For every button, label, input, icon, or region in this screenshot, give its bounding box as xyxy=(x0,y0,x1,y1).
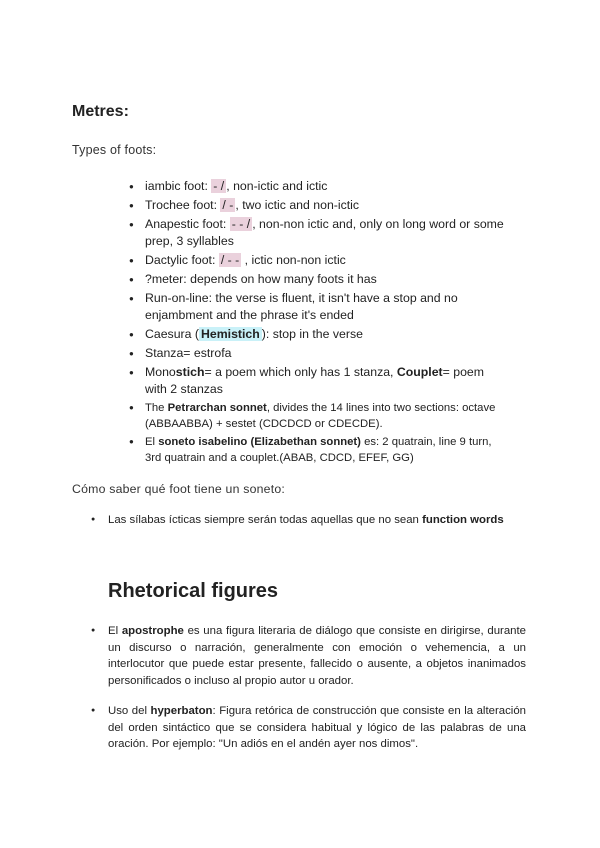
list-item-apostrophe: ● El apostrophe es una figura literaria de diálogo que consiste en dirigirse, durante un discurso o narración, generalmente con emoción o vehemencia, a un interlocutor que puede estar presente, fallecido o ausente, a objetos inanimados personificados o incluso al propio autor u orador. xyxy=(108,623,526,689)
list-item-dactylic: ● Dactylic foot: / - - , ictic non-non ictic xyxy=(145,252,505,269)
hemistich-term: Hemistich xyxy=(201,327,260,341)
list-item-stanza: ● Stanza= estrofa xyxy=(145,345,505,362)
list-item-hyperbaton: ● Uso del hyperbaton: Figura retórica de construcción que consiste en la alteración del orden sintáctico que se considera habitual y lógico de las palabras de una oración. Por ejemplo: "Un adiós en el andén ayer nos dimos". xyxy=(108,703,526,753)
rhetorical-figures-heading: Rhetorical figures xyxy=(108,580,279,602)
types-intro: Types of foots: xyxy=(72,143,157,157)
silabas-list xyxy=(108,512,526,528)
iambic-mark: - / xyxy=(213,179,225,193)
metres-heading: Metres: xyxy=(72,103,129,120)
list-item-meter: ● ?meter: depends on how many foots it has xyxy=(145,271,505,288)
list-item-iambic: ● iambic foot: - / , non-ictic and ictic xyxy=(145,178,505,195)
list-item-silabas: ● Las sílabas ícticas siempre serán todas aquellas que no sean function words xyxy=(108,512,526,528)
list-item-anapestic: ● Anapestic foot: - - / , non-non ictic and, only on long word or some prep, 3 syllables xyxy=(145,216,505,250)
list-item-petrarchan: ● The Petrarchan sonnet, divides the 14 lines into two sections: octave (ABBAABBA) + sestet (CDCDCD or CDECDE). xyxy=(145,400,505,432)
how-to-heading: Cómo saber qué foot tiene un soneto: xyxy=(72,482,285,496)
dactylic-mark: / - - xyxy=(220,253,240,267)
trochee-mark: / - xyxy=(222,198,234,212)
rhetorical-list xyxy=(108,623,526,767)
list-item-isabelino: ● El soneto isabelino (Elizabethan sonnet) es: 2 quatrain, line 9 turn, 3rd quatrain and a couplet.(ABAB, CDCD, EFEF, GG) xyxy=(145,434,505,466)
list-item-caesura: ● Caesura ( Hemistich ): stop in the verse xyxy=(145,326,505,343)
list-item-trochee: ● Trochee foot: / - , two ictic and non-ictic xyxy=(145,197,505,214)
list-item-run-on-line: ● Run-on-line: the verse is fluent, it isn't have a stop and no enjambment and the phrase it's ended xyxy=(145,290,505,324)
anapestic-mark: - - / xyxy=(231,217,251,231)
list-item-monostich: ● Monostich= a poem which only has 1 stanza, Couplet= poem with 2 stanzas xyxy=(145,364,505,398)
metres-list xyxy=(145,178,505,468)
